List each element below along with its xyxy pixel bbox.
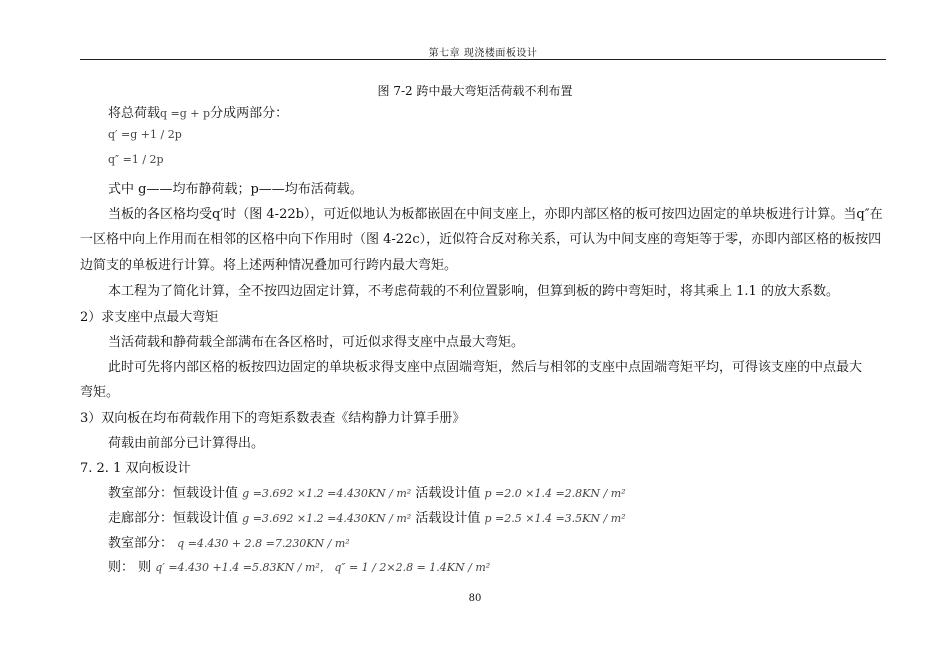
- label: 教室部分：恒载设计值: [108, 486, 239, 501]
- chapter-header: 第七章 现浇楼面板设计: [428, 48, 538, 59]
- live-load-formula: p =2.0 ×1.4 =2.8KN / m²: [484, 487, 626, 500]
- text: 将总荷载: [108, 106, 161, 121]
- total-load-formula: q =4.430 + 2.8 =7.230KN / m²: [177, 537, 350, 550]
- label: 走廊部分：恒载设计值: [108, 511, 239, 526]
- dead-load-formula: g =3.692 ×1.2 =4.430KN / m²: [242, 487, 412, 500]
- formula-q-prime: q′ =g +1 / 2p: [108, 128, 182, 141]
- paragraph-line: 此时可先将内部区格的板按四边固定的单块板求得支座中点固端弯矩，然后与相邻的支座中点固端弯矩平均，可得该支座的中点最大: [108, 360, 863, 375]
- section-heading-2: 2）求支座中点最大弯矩: [80, 310, 219, 325]
- formula-legend: 式中 g——均布静荷载；p——均布活荷载。: [108, 182, 363, 197]
- label: 教室部分：: [108, 536, 174, 551]
- section-heading-3: 3）双向板在均布荷载作用下的弯矩系数表查《结构静力计算手册》: [80, 411, 466, 426]
- dead-load-formula: g =3.692 ×1.2 =4.430KN / m²: [242, 512, 412, 525]
- paragraph-line: 当板的各区格均受q′时（图 4-22b），可近似地认为板都嵌固在中间支座上，亦即内部区格的板可按四边固定的单块板进行计算。当q″在: [108, 207, 883, 222]
- paragraph-line: 本工程为了简化计算，全不按四边固定计算，不考虑荷载的不利位置影响，但算到板的跨中弯矩时，将其乘上 1.1 的放大系数。: [108, 284, 839, 299]
- split-load-result-row: [108, 556, 490, 575]
- paragraph-line: 一区格中向上作用而在相邻的区格中向下作用时（图 4-22c），近似符合反对称关系，可认为中间支座的弯矩等于零，亦即内部区格的板按四: [80, 232, 882, 247]
- paragraph-line: 当活荷载和静荷载全部满布在各区格时，可近似求得支座中点最大弯矩。: [108, 335, 525, 350]
- page-number: 80: [468, 593, 482, 604]
- classroom-load-row: [108, 482, 626, 501]
- formula-q-double-prime: q″ =1 / 2p: [108, 153, 164, 166]
- section-heading-7-2-1: 7. 2. 1 双向板设计: [80, 461, 191, 476]
- label: 则： 则: [108, 560, 152, 575]
- label: 活载设计值: [415, 486, 481, 501]
- classroom-total-load-row: [108, 532, 350, 551]
- paragraph-line: 弯矩。: [80, 385, 120, 400]
- text: 分成两部分：: [210, 106, 289, 121]
- paragraph-line: 荷载由前部分已计算得出。: [108, 436, 265, 451]
- label: 活载设计值: [415, 511, 481, 526]
- corridor-load-row: [108, 507, 626, 526]
- split-load-formula: q′ =4.430 +1.4 =5.83KN / m²， q″ = 1 / 2×2.8 = 1.4KN / m²: [155, 561, 491, 574]
- live-load-formula: p =2.5 ×1.4 =3.5KN / m²: [484, 512, 626, 525]
- paragraph-line: 边简支的单板进行计算。将上述两种情况叠加可行跨内最大弯矩。: [80, 258, 458, 273]
- load-split-line: [108, 102, 288, 121]
- figure-caption: 图 7-2 跨中最大弯矩活荷载不利布置: [377, 84, 573, 98]
- header-rule: [80, 59, 886, 60]
- formula: q =g + p: [160, 107, 211, 120]
